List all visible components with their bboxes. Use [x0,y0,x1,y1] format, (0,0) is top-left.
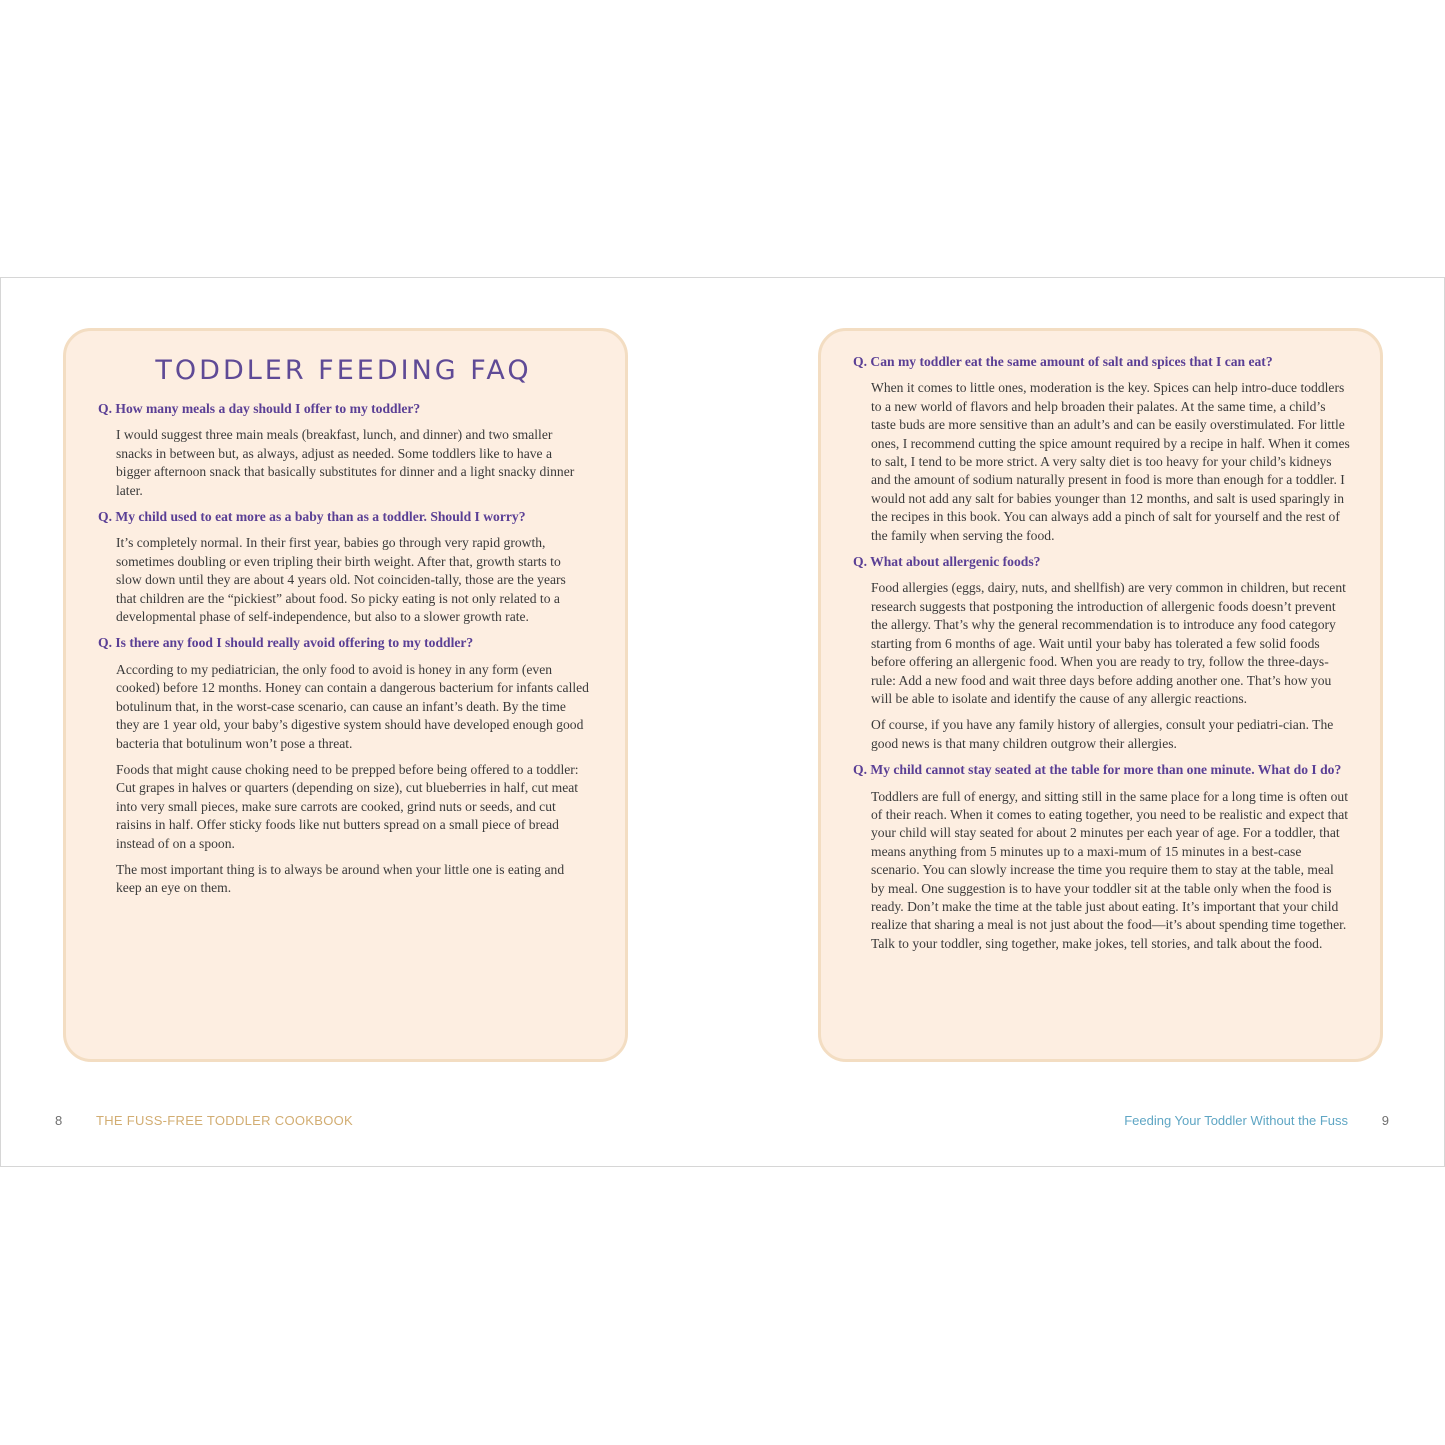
faq-question: Q. Is there any food I should really avoid offering to my toddler? [98,635,474,651]
faq-answer: Toddlers are full of energy, and sitting still in the same place for a long time is often out of their reach. When it comes to eating together, you need to be realistic and expect that your child will stay seated for about 2 minutes per each year of age. For a toddler, that means anything from 5 minutes up to a maxi-mum of 15 minutes in a best-case scenario. You can slowly increase the time you require them to stay at the table, meal by meal. One suggestion is to have your toddler sit at the table only when the food is ready. Don’t make the time at the table just about eating. It’s important that your child realize that sharing a meal is not just about the food—it’s about spending time together. Talk to your toddler, sing together, make jokes, tell stories, and talk about the food. [871,788,1349,951]
faq-question: Q. Can my toddler eat the same amount of salt and spices that I can eat? [853,354,1273,369]
faq-question: Q. What about allergenic foods? [853,554,1041,570]
faq-question: Q. My child cannot stay seated at the table for more than one minute. What do I do? [853,762,1342,778]
faq-answer: The most important thing is to always be around when your little one is eating and keep an eye on them. [116,861,565,896]
right-page-number: 9 [1381,1113,1389,1128]
left-page-number: 8 [55,1113,63,1128]
faq-answer: I would suggest three main meals (breakfast, lunch, and dinner) and two smaller snacks in between but, as always, adjust as needed. Some toddlers like to have a bigger afternoon snack that basically substitutes for dinner and a light snacky dinner later. [116,427,575,498]
faq-title: TODDLER FEEDING FAQ [155,355,532,386]
faq-answer: It’s completely normal. In their first year, babies go through very rapid growth, sometimes doubling or even tripling their birth weight. After that, growth starts to slow down until they are about 4 years old. Not coinciden-tally, those are the years that children are the “pickiest” about food. So picky eating is not only related to a developmental phase of self-independence, but also to a slower growth rate. [116,535,566,625]
faq-answer: When it comes to little ones, moderation is the key. Spices can help intro-duce toddlers to a new world of flavors and help broaden their palates. At the same time, a child’s taste buds are more sensitive than an adult’s and can be easily overstimulated. For little ones, I recommend cutting the spice amount required by a recipe in half. When it comes to salt, I tend to be more strict. A very salty diet is too heavy for your child’s kidneys and the amount of sodium naturally present in food is more than enough for a toddler. I would not add any salt for babies younger than 12 months, and salt is used sparingly in the recipes in this book. You can always add a pinch of salt for yourself and the rest of the family when serving the food. [871,380,1350,543]
right-faq-card [818,328,1383,1062]
faq-answer: Food allergies (eggs, dairy, nuts, and shellfish) are very common in children, but recent research suggests that postponing the introduction of allergenic foods doesn’t prevent the allergy. That’s why the general recommendation is to introduce any food category starting from 6 months of age. Wait until your baby has tolerated a few solid foods before offering an allergenic food. When you are ready to try, follow the three-days-rule: Add a new food and wait three days before adding another one. That’s how you will be able to isolate and identify the cause of any allergic reactions. [871,580,1346,706]
faq-question: Q. How many meals a day should I offer to my toddler? [98,401,421,416]
faq-answer: According to my pediatrician, the only food to avoid is honey in any form (even cooked) before 12 months. Honey can contain a dangerous bacterium for infants called botulinum that, in the worst-case scenario, can cause an infant’s death. By the time they are 1 year old, your baby’s digestive system should have developed enough good bacteria that botulinum won’t pose a threat. [116,661,589,751]
faq-question: Q. My child used to eat more as a baby than as a toddler. Should I worry? [98,509,526,525]
left-faq-card [63,328,628,1062]
faq-answer: Of course, if you have any family history of allergies, consult your pediatri-cian. The good news is that many children outgrow their allergies. [871,717,1334,751]
right-running-head: Feeding Your Toddler Without the Fuss [1124,1113,1348,1128]
faq-answer: Foods that might cause choking need to be prepped before being offered to a toddler: Cut grapes in halves or quarters (depending on size), cut blueberries in half, cut meat into very small pieces, make sure carrots are cooked, grind nuts or seeds, and cut raisins in half. Offer sticky foods like nut butters spread on a small piece of bread instead of on a spoon. [116,761,579,851]
left-running-head: THE FUSS-FREE TODDLER COOKBOOK [96,1113,354,1128]
book-spread [0,277,1445,1167]
